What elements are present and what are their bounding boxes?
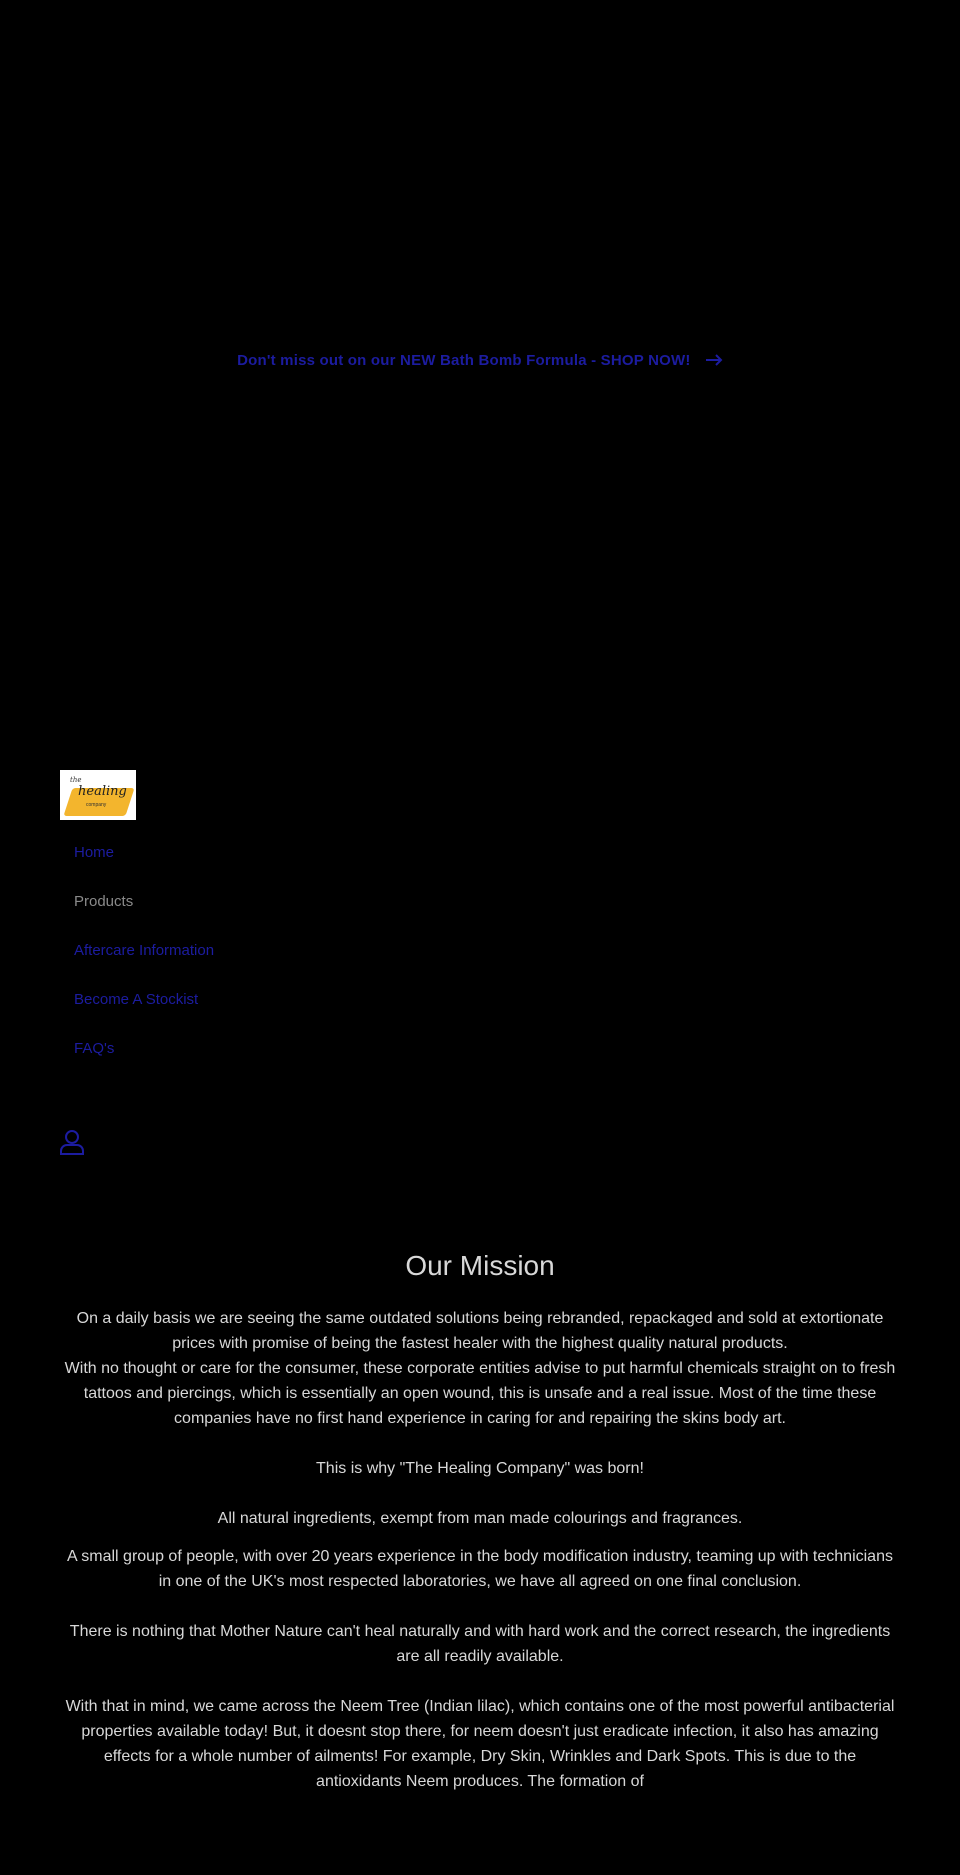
logo-line-3: company: [86, 802, 107, 808]
logo-line-2: healing: [78, 784, 127, 799]
logo-line-1: the: [70, 776, 82, 784]
announcement-bar: [0, 352, 960, 370]
nav-item-products[interactable]: Products: [74, 893, 134, 910]
announcement-link[interactable]: [237, 352, 723, 369]
mission-title: Our Mission: [405, 1250, 555, 1281]
nav-item-faqs[interactable]: FAQ's: [74, 1040, 115, 1057]
main-nav: [74, 843, 214, 1088]
account-icon[interactable]: [59, 1129, 85, 1155]
mission-section: [60, 1250, 900, 1794]
nav-item-aftercare-information[interactable]: Aftercare Information: [74, 942, 215, 959]
mission-paragraph-5: A small group of people, with over 20 years experience in the body modification industry, teaming up with technicians in one of the UK's most respected laboratories, we have all agreed on one final conclusion.: [67, 1548, 893, 1590]
site-logo[interactable]: [60, 770, 136, 820]
mission-paragraph-7: With that in mind, we came across the Neem Tree (Indian lilac), which contains one of the most powerful antibacterial properties available today! But, it doesnt stop there, for neem doesn't just eradicate infection, it also has amazing effects for a whole number of ailments! For example, Dry Skin, Wrinkles and Dark Spots. This is due to the antioxidants Neem produces. The formation of: [65, 1698, 895, 1790]
mission-paragraph-3: This is why "The Healing Company" was born!: [316, 1460, 644, 1477]
mission-paragraph-6: There is nothing that Mother Nature can't heal naturally and with hard work and the correct research, the ingredients are all readily available.: [69, 1623, 891, 1665]
nav-item-home[interactable]: Home: [74, 844, 115, 861]
announcement-text: Don't miss out on our NEW Bath Bomb Formula - SHOP NOW!: [237, 352, 691, 369]
arrow-right-icon: [705, 353, 723, 370]
mission-paragraph-4: All natural ingredients, exempt from man made colourings and fragrances.: [217, 1510, 743, 1527]
mission-paragraph-2: With no thought or care for the consumer, these corporate entities advise to put harmful chemicals straight on to fresh tattoos and piercings, which is essentially an open wound, this is unsafe and a real issue. Most of the time these companies have no first hand experience in caring for and repairing the skins body art.: [64, 1360, 896, 1427]
mission-paragraph-1: On a daily basis we are seeing the same outdated solutions being rebranded, repackaged and sold at extortionate prices with promise of being the fastest healer with the highest quality natural products.: [76, 1310, 884, 1352]
nav-item-become-a-stockist[interactable]: Become A Stockist: [74, 991, 199, 1008]
